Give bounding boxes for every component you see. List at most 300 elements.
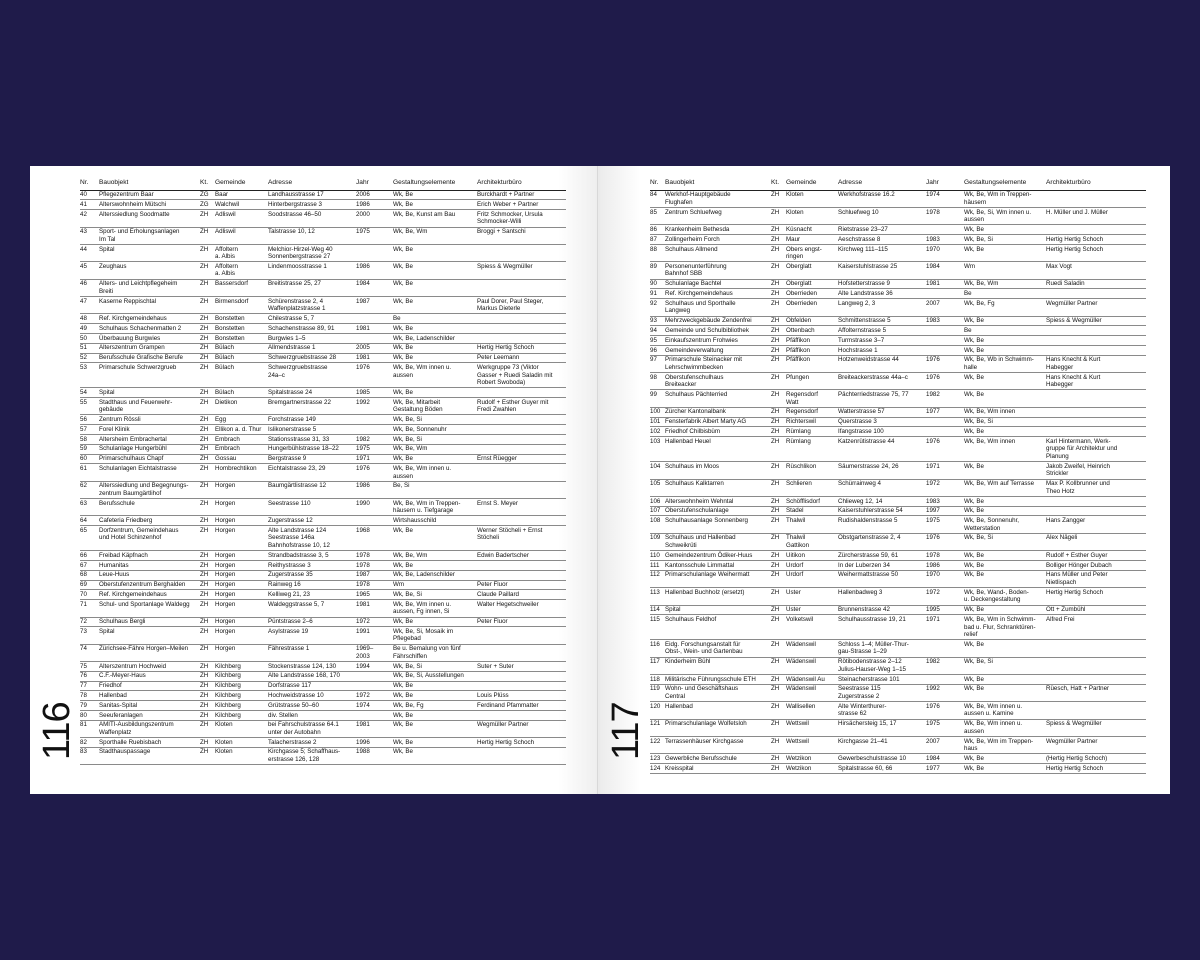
cell-bauobjekt: Altersheim Embrachertal (99, 435, 200, 445)
header-architekturbuero: Architekturbüro (1046, 178, 1146, 190)
cell-adresse: Schwerzgruebstrasse 28 (268, 353, 356, 363)
cell-jahr (926, 675, 964, 685)
cell-nr: 63 (80, 499, 99, 516)
cell-gemeinde: Obers engst- ringen (786, 244, 838, 261)
cell-architekturbuero (477, 516, 566, 526)
cell-jahr: 1971 (926, 615, 964, 640)
cell-kanton: ZH (771, 417, 786, 427)
cell-gestaltungselemente: Wk, Be, Si (393, 435, 477, 445)
cell-gestaltungselemente: Be, Si (393, 481, 477, 498)
cell-nr: 95 (650, 336, 665, 346)
cell-kanton: ZH (771, 736, 786, 753)
cell-architekturbuero (1046, 336, 1146, 346)
cell-gemeinde: Wädenswil (786, 640, 838, 657)
cell-gemeinde: Obfelden (786, 316, 838, 326)
table-row (80, 190, 566, 200)
cell-gemeinde: Embrach (215, 435, 268, 445)
table-row (650, 355, 1146, 372)
cell-adresse: Schloss 1–4; Müller-Thur- gau-Strasse 1–29 (838, 640, 926, 657)
cell-gemeinde: Maur (786, 235, 838, 245)
table-row (80, 210, 566, 227)
cell-jahr (926, 289, 964, 299)
cell-bauobjekt: AMITI-Ausbildungszentrum Waffenplatz (99, 720, 200, 737)
table-row (80, 227, 566, 244)
cell-gemeinde: Kloten (215, 747, 268, 764)
cell-nr: 74 (80, 644, 99, 661)
cell-bauobjekt: Kinderheim Bühl (665, 657, 771, 674)
cell-gestaltungselemente: Wk, Be (393, 190, 477, 200)
cell-kanton: ZH (200, 580, 215, 590)
cell-architekturbuero: Rüesch, Hatt + Partner (1046, 684, 1146, 701)
cell-jahr: 1978 (356, 561, 393, 571)
cell-gestaltungselemente: Wk, Be, Si, Wm innen u. aussen (964, 207, 1046, 224)
cell-bauobjekt: Alterswohnheim Wehntal (665, 496, 771, 506)
cell-nr: 46 (80, 279, 99, 296)
cell-gestaltungselemente: Wk, Be, Wm innen u. aussen (393, 363, 477, 388)
cell-jahr: 1978 (926, 207, 964, 224)
header-gemeinde: Gemeinde (786, 178, 838, 190)
cell-gemeinde: Birmensdorf (215, 297, 268, 314)
table-row (650, 506, 1146, 516)
cell-bauobjekt: Einkaufszentrum Frohwies (665, 336, 771, 346)
cell-adresse: Breiteackerstrasse 44a–c (838, 373, 926, 390)
cell-kanton: ZH (200, 398, 215, 415)
cell-jahr: 1972 (926, 588, 964, 605)
cell-gemeinde: Pfäffikon (786, 355, 838, 372)
cell-gemeinde: Adliswil (215, 227, 268, 244)
cell-kanton: ZH (771, 225, 786, 235)
cell-gestaltungselemente: Wk, Be (964, 570, 1046, 587)
cell-gemeinde: Horgen (215, 644, 268, 661)
table-row (80, 551, 566, 561)
cell-nr: 76 (80, 671, 99, 681)
cell-kanton: ZH (771, 764, 786, 774)
cell-kanton: ZH (200, 353, 215, 363)
table-row (650, 235, 1146, 245)
cell-nr: 122 (650, 736, 665, 753)
cell-bauobjekt: Hallenbad (665, 702, 771, 719)
cell-gestaltungselemente: Wk, Be, Wm im Treppen- haus (964, 736, 1046, 753)
cell-nr: 124 (650, 764, 665, 774)
cell-bauobjekt: Schulhausanlage Sonnenberg (665, 516, 771, 533)
cell-architekturbuero (477, 388, 566, 398)
cell-nr: 79 (80, 701, 99, 711)
cell-adresse: Rietstrasse 23–27 (838, 225, 926, 235)
cell-bauobjekt: Schulanlage Bachtel (665, 279, 771, 289)
cell-adresse: Püntstrasse 2–6 (268, 617, 356, 627)
cell-nr: 121 (650, 719, 665, 736)
table-row (650, 570, 1146, 587)
cell-bauobjekt: Ref. Kirchgemeindehaus (99, 314, 200, 324)
cell-gemeinde: Hombrechtikon (215, 464, 268, 481)
table-row (80, 671, 566, 681)
cell-jahr: 1983 (926, 235, 964, 245)
cell-nr: 110 (650, 551, 665, 561)
cell-architekturbuero (1046, 640, 1146, 657)
cell-gestaltungselemente: Wk, Be (393, 738, 477, 748)
cell-bauobjekt: Schulhaus Kalktarren (665, 479, 771, 496)
cell-gemeinde: Bülach (215, 353, 268, 363)
cell-adresse: div. Stellen (268, 710, 356, 720)
cell-gemeinde: Küsnacht (786, 225, 838, 235)
cell-jahr: 1981 (356, 600, 393, 617)
cell-nr: 61 (80, 464, 99, 481)
cell-gestaltungselemente: Wk, Be, Si (393, 415, 477, 425)
table-row (80, 516, 566, 526)
cell-gestaltungselemente: Wk, Be, Si (964, 417, 1046, 427)
cell-adresse: Schmittenstrasse 5 (838, 316, 926, 326)
cell-architekturbuero: Peter Leemann (477, 353, 566, 363)
cell-nr: 85 (650, 207, 665, 224)
cell-gestaltungselemente: Wk, Be (393, 747, 477, 764)
cell-kanton: ZH (200, 262, 215, 279)
cell-adresse: Langweg 2, 3 (838, 299, 926, 316)
cell-kanton: ZH (771, 355, 786, 372)
cell-gestaltungselemente: Wk, Be (964, 684, 1046, 701)
header-adresse: Adresse (268, 178, 356, 190)
cell-architekturbuero (477, 570, 566, 580)
cell-jahr: 1974 (356, 701, 393, 711)
cell-nr: 115 (650, 615, 665, 640)
cell-architekturbuero: Rudolf + Esther Guyer mit Fredi Zwahlen (477, 398, 566, 415)
table-row (80, 600, 566, 617)
cell-adresse: Stationsstrasse 31, 33 (268, 435, 356, 445)
cell-architekturbuero (1046, 190, 1146, 207)
cell-adresse: Zürcherstrasse 59, 61 (838, 551, 926, 561)
cell-architekturbuero (477, 464, 566, 481)
cell-gestaltungselemente: Wirtshausschild (393, 516, 477, 526)
header-nr: Nr. (80, 178, 99, 190)
header-jahr: Jahr (356, 178, 393, 190)
cell-architekturbuero: Fritz Schmocker, Ursula Schmocker-Willi (477, 210, 566, 227)
cell-gestaltungselemente: Wm (964, 262, 1046, 279)
cell-gemeinde: Horgen (215, 580, 268, 590)
cell-gestaltungselemente: Wk, Be, Wm innen u. aussen (964, 719, 1046, 736)
cell-adresse: Soodstrasse 46–50 (268, 210, 356, 227)
cell-architekturbuero: Bolliger Hönger Dubach (1046, 561, 1146, 571)
cell-gemeinde: Kilchberg (215, 701, 268, 711)
cell-architekturbuero: Peter Fluor (477, 617, 566, 627)
cell-architekturbuero: Ernst Rüegger (477, 454, 566, 464)
cell-kanton: ZH (200, 444, 215, 454)
cell-kanton: ZH (771, 235, 786, 245)
cell-adresse: Säumerstrasse 24, 26 (838, 462, 926, 479)
cell-gestaltungselemente: Wk, Be (393, 617, 477, 627)
cell-architekturbuero (1046, 390, 1146, 407)
table-row (80, 499, 566, 516)
cell-gestaltungselemente: Wk, Be, Wm in Treppen- häusern u. Tiefgarage (393, 499, 477, 516)
table-row (650, 262, 1146, 279)
cell-architekturbuero: Walter Hegetschweiler (477, 600, 566, 617)
cell-jahr: 1971 (926, 462, 964, 479)
cell-kanton: ZH (200, 570, 215, 580)
cell-gestaltungselemente: Wk, Be (393, 691, 477, 701)
cell-gestaltungselemente: Wk, Be (393, 324, 477, 334)
cell-nr: 42 (80, 210, 99, 227)
table-row (650, 615, 1146, 640)
cell-adresse: Weihermattstrasse 50 (838, 570, 926, 587)
cell-adresse: Islikonerstrasse 5 (268, 425, 356, 435)
cell-adresse: Chilestrasse 5, 7 (268, 314, 356, 324)
cell-bauobjekt: Gewerbliche Berufsschule (665, 754, 771, 764)
cell-kanton: ZH (200, 681, 215, 691)
cell-adresse: Turmstrasse 3–7 (838, 336, 926, 346)
cell-adresse: Hochweidstrasse 10 (268, 691, 356, 701)
cell-gemeinde: Kloten (786, 190, 838, 207)
cell-bauobjekt: Pflegezentrum Baar (99, 190, 200, 200)
cell-bauobjekt: Primarschule Steinacker mit Lehrschwimmbecken (665, 355, 771, 372)
cell-jahr (926, 640, 964, 657)
cell-architekturbuero: Ruedi Saladin (1046, 279, 1146, 289)
cell-nr: 96 (650, 345, 665, 355)
cell-kanton: ZH (200, 710, 215, 720)
cell-bauobjekt: Berufsschule Grafische Berufe (99, 353, 200, 363)
table-row (650, 437, 1146, 462)
cell-nr: 62 (80, 481, 99, 498)
cell-gemeinde: Bonstetten (215, 324, 268, 334)
cell-bauobjekt: Sport- und Erholungsanlagen Im Tal (99, 227, 200, 244)
cell-bauobjekt: Spital (99, 244, 200, 261)
cell-adresse: Zugerstrasse 12 (268, 516, 356, 526)
cell-gemeinde: Schlieren (786, 479, 838, 496)
cell-gestaltungselemente: Wk, Be, Kunst am Bau (393, 210, 477, 227)
cell-architekturbuero (477, 644, 566, 661)
cell-nr: 119 (650, 684, 665, 701)
cell-jahr: 1969– 2003 (356, 644, 393, 661)
cell-bauobjekt: Werkhof-Hauptgebäude Flughafen (665, 190, 771, 207)
cell-architekturbuero: Hans Müller und Peter Nietlispach (1046, 570, 1146, 587)
cell-nr: 118 (650, 675, 665, 685)
cell-kanton: ZH (200, 227, 215, 244)
cell-bauobjekt: Seeuferanlagen (99, 710, 200, 720)
cell-kanton: ZH (771, 437, 786, 462)
cell-gemeinde: Affoltern a. Albis (215, 244, 268, 261)
cell-gemeinde: Kilchberg (215, 710, 268, 720)
cell-adresse: bei Fahrschulstrasse 64.1 unter der Autobahn (268, 720, 356, 737)
cell-gestaltungselemente: Wk, Be, Fg (964, 299, 1046, 316)
cell-adresse: Stockenstrasse 124, 130 (268, 662, 356, 672)
cell-kanton: ZH (200, 481, 215, 498)
cell-nr: 114 (650, 605, 665, 615)
header-nr: Nr. (650, 178, 665, 190)
cell-jahr (926, 427, 964, 437)
cell-gestaltungselemente: Wk, Be (964, 345, 1046, 355)
left-page (30, 166, 598, 794)
cell-gemeinde: Bülach (215, 363, 268, 388)
cell-bauobjekt: Militärische Führungsschule ETH (665, 675, 771, 685)
cell-kanton: ZH (200, 644, 215, 661)
cell-adresse: Kaiserstuhlerstrasse 54 (838, 506, 926, 516)
cell-gestaltungselemente: Wk, Be, Sonnenuhr, Wetterstation (964, 516, 1046, 533)
cell-jahr: 1972 (356, 691, 393, 701)
cell-architekturbuero: Hans Knecht & Kurt Habegger (1046, 373, 1146, 390)
cell-architekturbuero (477, 435, 566, 445)
cell-gemeinde: Horgen (215, 600, 268, 617)
cell-gemeinde: Egg (215, 415, 268, 425)
cell-gestaltungselemente: Be (964, 289, 1046, 299)
cell-nr: 70 (80, 590, 99, 600)
cell-bauobjekt: Sporthalle Ruebisbach (99, 738, 200, 748)
cell-kanton: ZH (771, 551, 786, 561)
table-row (650, 675, 1146, 685)
cell-nr: 120 (650, 702, 665, 719)
cell-adresse: Landhausstrasse 17 (268, 190, 356, 200)
cell-bauobjekt: Oberstufenzentrum Berghalden (99, 580, 200, 590)
cell-gemeinde: Richterswil (786, 417, 838, 427)
cell-jahr (926, 417, 964, 427)
cell-gestaltungselemente: Wk, Be (964, 551, 1046, 561)
cell-nr: 94 (650, 326, 665, 336)
cell-gestaltungselemente: Wk, Be (964, 496, 1046, 506)
cell-nr: 69 (80, 580, 99, 590)
table-row (650, 279, 1146, 289)
cell-adresse: Fährestrasse 1 (268, 644, 356, 661)
cell-jahr (356, 681, 393, 691)
cell-nr: 93 (650, 316, 665, 326)
cell-gemeinde: Wetzikon (786, 754, 838, 764)
cell-gestaltungselemente: Wk, Be, Wm auf Terrasse (964, 479, 1046, 496)
cell-gestaltungselemente: Wk, Be, Si (964, 657, 1046, 674)
cell-kanton: ZH (771, 289, 786, 299)
table-row (80, 333, 566, 343)
cell-nr: 56 (80, 415, 99, 425)
cell-gestaltungselemente: Wk, Be, Si, Mosaik im Pflegebad (393, 627, 477, 644)
cell-bauobjekt: Mehrzweckgebäude Zendenfrei (665, 316, 771, 326)
cell-bauobjekt: Ref. Kirchgemeindehaus (99, 590, 200, 600)
cell-bauobjekt: Stadthaus und Feuerwehr- gebäude (99, 398, 200, 415)
cell-adresse: Bremgartnerstrasse 22 (268, 398, 356, 415)
cell-architekturbuero: Spiess & Wegmüller (1046, 719, 1146, 736)
cell-jahr: 2007 (926, 299, 964, 316)
cell-jahr: 1990 (356, 499, 393, 516)
cell-kanton: ZH (771, 615, 786, 640)
cell-kanton: ZH (771, 262, 786, 279)
cell-kanton: ZH (771, 373, 786, 390)
cell-bauobjekt: Alters- und Leichtpflegeheim Breiti (99, 279, 200, 296)
cell-gemeinde: Horgen (215, 526, 268, 551)
cell-kanton: ZH (200, 720, 215, 737)
cell-bauobjekt: Kreisspital (665, 764, 771, 774)
cell-bauobjekt: Schulhaus Allmend (665, 244, 771, 261)
cell-gemeinde: Regensdorf (786, 407, 838, 417)
cell-architekturbuero: Alfred Frei (1046, 615, 1146, 640)
cell-architekturbuero (1046, 289, 1146, 299)
cell-architekturbuero: Hertig Hertig Schoch (1046, 244, 1146, 261)
cell-bauobjekt: Hallenbad Buchholz (ersetzt) (665, 588, 771, 605)
cell-gestaltungselemente: Wk, Be (393, 244, 477, 261)
cell-adresse: Alte Landstrasse 124 Seestrasse 146a Bahnhofstrasse 10, 12 (268, 526, 356, 551)
cell-jahr: 1976 (356, 464, 393, 481)
cell-kanton: ZH (771, 516, 786, 533)
cell-kanton: ZH (200, 561, 215, 571)
cell-gestaltungselemente: Wk, Be (964, 244, 1046, 261)
cell-architekturbuero (1046, 675, 1146, 685)
table-row (80, 262, 566, 279)
cell-jahr: 1978 (356, 580, 393, 590)
cell-architekturbuero (477, 415, 566, 425)
cell-bauobjekt: Krankenheim Bethesda (665, 225, 771, 235)
table-row (80, 444, 566, 454)
cell-gestaltungselemente: Wk, Be (964, 675, 1046, 685)
cell-gemeinde: Wädenswil (786, 684, 838, 701)
cell-gestaltungselemente: Wk, Be (393, 681, 477, 691)
table-row (80, 580, 566, 590)
table-row (80, 710, 566, 720)
cell-adresse: Hallenbadweg 3 (838, 588, 926, 605)
cell-gemeinde: Bonstetten (215, 314, 268, 324)
cell-nr: 97 (650, 355, 665, 372)
cell-nr: 54 (80, 388, 99, 398)
cell-bauobjekt: Zentrum Rössli (99, 415, 200, 425)
cell-gemeinde: Kloten (215, 738, 268, 748)
cell-architekturbuero: Max Vogt (1046, 262, 1146, 279)
cell-bauobjekt: Berufsschule (99, 499, 200, 516)
cell-gestaltungselemente: Wk, Be, Ladenschilder (393, 333, 477, 343)
cell-jahr: 1988 (356, 747, 393, 764)
cell-kanton: ZH (771, 533, 786, 550)
cell-gestaltungselemente: Wk, Be, Sonnenuhr (393, 425, 477, 435)
cell-nr: 113 (650, 588, 665, 605)
cell-adresse: Hochstrasse 1 (838, 345, 926, 355)
cell-architekturbuero (477, 324, 566, 334)
cell-architekturbuero (477, 314, 566, 324)
cell-nr: 68 (80, 570, 99, 580)
cell-nr: 91 (650, 289, 665, 299)
cell-gemeinde: Horgen (215, 590, 268, 600)
cell-gestaltungselemente: Wk, Be (964, 427, 1046, 437)
right-index-table (650, 178, 1146, 774)
cell-adresse: Talstrasse 10, 12 (268, 227, 356, 244)
cell-architekturbuero (477, 481, 566, 498)
cell-gemeinde: Wädenswil Au (786, 675, 838, 685)
cell-gestaltungselemente: Wk, Be (393, 710, 477, 720)
cell-gemeinde: Oberglatt (786, 279, 838, 289)
cell-adresse: Rainweg 16 (268, 580, 356, 590)
cell-nr: 87 (650, 235, 665, 245)
cell-gemeinde: Uster (786, 605, 838, 615)
cell-jahr: 1987 (356, 297, 393, 314)
cell-jahr: 1975 (926, 719, 964, 736)
cell-architekturbuero: Suter + Suter (477, 662, 566, 672)
cell-nr: 104 (650, 462, 665, 479)
cell-adresse: Breitistrasse 25, 27 (268, 279, 356, 296)
cell-bauobjekt: Primarschulanlage Weihermatt (665, 570, 771, 587)
cell-jahr: 1976 (926, 437, 964, 462)
cell-gemeinde: Embrach (215, 444, 268, 454)
cell-kanton: ZH (200, 388, 215, 398)
cell-nr: 55 (80, 398, 99, 415)
header-kanton: Kt. (771, 178, 786, 190)
cell-gemeinde: Urdorf (786, 561, 838, 571)
cell-adresse: Kirchgasse 21–41 (838, 736, 926, 753)
cell-nr: 123 (650, 754, 665, 764)
cell-jahr (926, 326, 964, 336)
cell-architekturbuero: Erich Weber + Partner (477, 200, 566, 210)
table-row (650, 373, 1146, 390)
cell-gemeinde: Wettswil (786, 719, 838, 736)
cell-jahr (356, 425, 393, 435)
cell-bauobjekt: Spital (665, 605, 771, 615)
cell-nr: 49 (80, 324, 99, 334)
cell-gestaltungselemente: Wk, Be, Wm (964, 279, 1046, 289)
cell-bauobjekt: Gemeindezentrum Ödiker-Huus (665, 551, 771, 561)
cell-gemeinde: Bülach (215, 343, 268, 353)
cell-architekturbuero (477, 444, 566, 454)
cell-adresse: Steinacherstrasse 101 (838, 675, 926, 685)
cell-bauobjekt: Schulhaus im Moos (665, 462, 771, 479)
cell-gemeinde: Kilchberg (215, 671, 268, 681)
cell-jahr: 1974 (926, 190, 964, 207)
